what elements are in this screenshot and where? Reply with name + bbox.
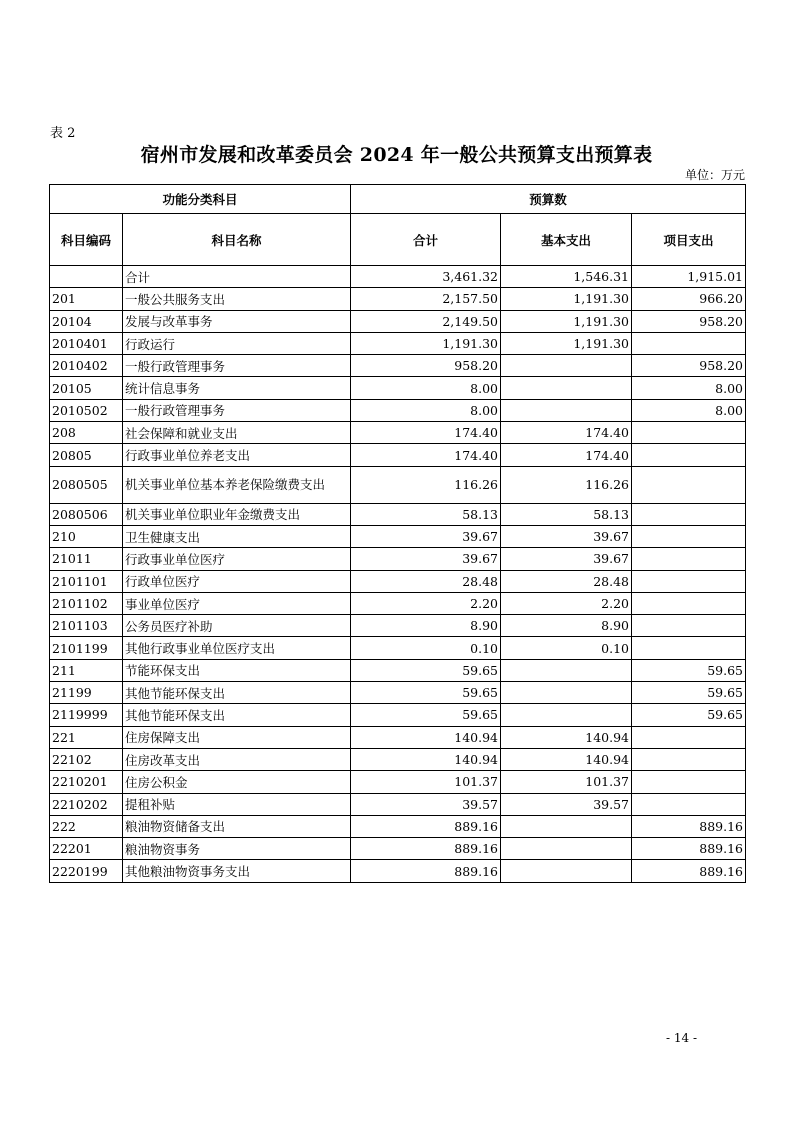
table-cell-basic: [501, 682, 632, 704]
table-cell-code: 20105: [50, 377, 123, 399]
table-cell-total: 140.94: [351, 748, 501, 770]
table-cell-total: 174.40: [351, 444, 501, 466]
table-cell-total: 59.65: [351, 682, 501, 704]
table-row: [50, 332, 746, 354]
table-cell-basic: [501, 377, 632, 399]
table-cell-name: 统计信息事务: [123, 377, 351, 399]
table-cell-name: 提租补贴: [123, 793, 351, 815]
table-cell-basic: 116.26: [501, 466, 632, 503]
table-cell-basic: [501, 399, 632, 421]
table-cell-total: 174.40: [351, 422, 501, 444]
table-cell-code: 2101101: [50, 570, 123, 592]
table-cell-project: [632, 525, 746, 547]
table-row: [50, 726, 746, 748]
table-cell-project: 59.65: [632, 659, 746, 681]
table-cell-basic: 1,546.31: [501, 266, 632, 288]
header-basic: 基本支出: [501, 214, 632, 266]
table-cell-code: 22102: [50, 748, 123, 770]
table-cell-name: 行政运行: [123, 332, 351, 354]
header-budget-amount: 预算数: [351, 185, 746, 214]
table-row: [50, 422, 746, 444]
table-cell-basic: 174.40: [501, 422, 632, 444]
table-cell-total: 958.20: [351, 355, 501, 377]
table-cell-name: 其他节能环保支出: [123, 682, 351, 704]
table-cell-project: 8.00: [632, 377, 746, 399]
table-row: [50, 503, 746, 525]
table-row: [50, 748, 746, 770]
table-cell-project: [632, 637, 746, 659]
table-cell-code: 2010401: [50, 332, 123, 354]
table-row: [50, 399, 746, 421]
table-cell-total: 8.90: [351, 615, 501, 637]
table-cell-project: [632, 615, 746, 637]
table-cell-total: 39.57: [351, 793, 501, 815]
table-cell-total: 2,149.50: [351, 310, 501, 332]
table-cell-code: 210: [50, 525, 123, 547]
table-cell-code: 222: [50, 815, 123, 837]
table-row: [50, 637, 746, 659]
table-cell-basic: 39.67: [501, 548, 632, 570]
unit-label: 单位：万元: [684, 168, 745, 182]
table-cell-code: 2101102: [50, 592, 123, 614]
table-cell-name: 节能环保支出: [123, 659, 351, 681]
table-row: [50, 525, 746, 547]
table-row: [50, 771, 746, 793]
table-cell-code: [50, 266, 123, 288]
table-cell-project: 966.20: [632, 288, 746, 310]
table-cell-project: [632, 466, 746, 503]
table-cell-name: 一般行政管理事务: [123, 399, 351, 421]
table-cell-project: [632, 748, 746, 770]
table-row: [50, 377, 746, 399]
table-cell-code: 21011: [50, 548, 123, 570]
table-cell-name: 社会保障和就业支出: [123, 422, 351, 444]
table-cell-basic: 174.40: [501, 444, 632, 466]
table-cell-basic: 8.90: [501, 615, 632, 637]
budget-table: [49, 184, 746, 883]
table-cell-project: 958.20: [632, 355, 746, 377]
table-cell-code: 2220199: [50, 860, 123, 882]
table-cell-code: 221: [50, 726, 123, 748]
table-cell-total: 101.37: [351, 771, 501, 793]
table-cell-basic: [501, 838, 632, 860]
page-number: [0, 1031, 793, 1045]
table-cell-total: 59.65: [351, 704, 501, 726]
table-row: [50, 548, 746, 570]
table-row: [50, 704, 746, 726]
header-function-classification: 功能分类科目: [50, 185, 351, 214]
table-cell-basic: 2.20: [501, 592, 632, 614]
table-cell-code: 2210201: [50, 771, 123, 793]
table-cell-project: 889.16: [632, 815, 746, 837]
table-cell-total: 8.00: [351, 377, 501, 399]
table-cell-code: 2010502: [50, 399, 123, 421]
table-cell-total: 2,157.50: [351, 288, 501, 310]
table-cell-project: 889.16: [632, 860, 746, 882]
table-cell-code: 2101103: [50, 615, 123, 637]
table-cell-name: 合计: [123, 266, 351, 288]
table-cell-code: 208: [50, 422, 123, 444]
table-cell-total: 39.67: [351, 525, 501, 547]
table-cell-total: 39.67: [351, 548, 501, 570]
table-row: [50, 266, 746, 288]
table-row: [50, 444, 746, 466]
table-cell-project: 8.00: [632, 399, 746, 421]
table-cell-name: 卫生健康支出: [123, 525, 351, 547]
table-cell-basic: 1,191.30: [501, 310, 632, 332]
table-cell-total: 8.00: [351, 399, 501, 421]
table-row: [50, 793, 746, 815]
table-row: [50, 838, 746, 860]
table-cell-name: 事业单位医疗: [123, 592, 351, 614]
table-cell-project: [632, 444, 746, 466]
table-cell-total: 28.48: [351, 570, 501, 592]
table-cell-name: 一般行政管理事务: [123, 355, 351, 377]
table-cell-project: 59.65: [632, 682, 746, 704]
table-cell-basic: 140.94: [501, 726, 632, 748]
table-cell-basic: 140.94: [501, 748, 632, 770]
table-row: [50, 466, 746, 503]
table-row: [50, 570, 746, 592]
table-label: 表 2: [50, 126, 76, 141]
table-cell-project: 889.16: [632, 838, 746, 860]
table-cell-name: 其他行政事业单位医疗支出: [123, 637, 351, 659]
table-body: [50, 266, 746, 883]
table-cell-project: [632, 592, 746, 614]
table-cell-code: 20104: [50, 310, 123, 332]
table-cell-basic: 39.67: [501, 525, 632, 547]
table-cell-basic: [501, 704, 632, 726]
table-row: [50, 860, 746, 882]
table-cell-basic: 39.57: [501, 793, 632, 815]
table-cell-basic: 1,191.30: [501, 332, 632, 354]
header-project: 项目支出: [632, 214, 746, 266]
table-cell-name: 住房公积金: [123, 771, 351, 793]
table-cell-project: [632, 332, 746, 354]
table-cell-total: 116.26: [351, 466, 501, 503]
header-name: 科目名称: [123, 214, 351, 266]
table-row: [50, 615, 746, 637]
table-cell-basic: 1,191.30: [501, 288, 632, 310]
table-cell-code: 2101199: [50, 637, 123, 659]
table-cell-name: 住房改革支出: [123, 748, 351, 770]
header-row-columns: [50, 214, 746, 266]
table-cell-total: 889.16: [351, 815, 501, 837]
table-cell-code: 2010402: [50, 355, 123, 377]
table-cell-basic: [501, 355, 632, 377]
table-cell-name: 行政事业单位养老支出: [123, 444, 351, 466]
table-cell-total: 889.16: [351, 860, 501, 882]
header-row-group: [50, 185, 746, 214]
table-cell-name: 粮油物资储备支出: [123, 815, 351, 837]
table-cell-name: 发展与改革事务: [123, 310, 351, 332]
table-cell-project: [632, 726, 746, 748]
page-title: 宿州市发展和改革委员会 2024 年一般公共预算支出预算表: [140, 144, 653, 166]
page-number-text: - 14 -: [665, 1031, 697, 1045]
table-cell-name: 机关事业单位基本养老保险缴费支出: [123, 466, 351, 503]
table-cell-name: 行政单位医疗: [123, 570, 351, 592]
table-cell-total: 140.94: [351, 726, 501, 748]
table-cell-basic: 0.10: [501, 637, 632, 659]
table-cell-basic: 101.37: [501, 771, 632, 793]
table-cell-total: 889.16: [351, 838, 501, 860]
table-cell-total: 0.10: [351, 637, 501, 659]
table-cell-code: 2080505: [50, 466, 123, 503]
table-cell-project: [632, 503, 746, 525]
table-cell-code: 201: [50, 288, 123, 310]
table-cell-basic: 58.13: [501, 503, 632, 525]
table-cell-basic: [501, 860, 632, 882]
table-row: [50, 659, 746, 681]
table-cell-project: [632, 793, 746, 815]
table-row: [50, 815, 746, 837]
table-cell-name: 公务员医疗补助: [123, 615, 351, 637]
table-cell-name: 其他粮油物资事务支出: [123, 860, 351, 882]
table-row: [50, 310, 746, 332]
table-cell-project: 59.65: [632, 704, 746, 726]
table-cell-code: 211: [50, 659, 123, 681]
table-row: [50, 592, 746, 614]
table-cell-basic: [501, 815, 632, 837]
table-cell-total: 58.13: [351, 503, 501, 525]
table-cell-total: 3,461.32: [351, 266, 501, 288]
table-cell-name: 行政事业单位医疗: [123, 548, 351, 570]
table-cell-name: 其他节能环保支出: [123, 704, 351, 726]
table-cell-total: 1,191.30: [351, 332, 501, 354]
table-cell-project: 1,915.01: [632, 266, 746, 288]
table-cell-project: [632, 548, 746, 570]
table-cell-code: 21199: [50, 682, 123, 704]
table-cell-code: 2210202: [50, 793, 123, 815]
table-cell-name: 机关事业单位职业年金缴费支出: [123, 503, 351, 525]
table-cell-project: [632, 422, 746, 444]
table-cell-code: 2080506: [50, 503, 123, 525]
table-cell-total: 2.20: [351, 592, 501, 614]
header-total: 合计: [351, 214, 501, 266]
table-cell-code: 2119999: [50, 704, 123, 726]
table-cell-basic: [501, 659, 632, 681]
table-cell-code: 22201: [50, 838, 123, 860]
table-cell-name: 粮油物资事务: [123, 838, 351, 860]
table-row: [50, 288, 746, 310]
table-cell-name: 住房保障支出: [123, 726, 351, 748]
table-row: [50, 682, 746, 704]
table-cell-name: 一般公共服务支出: [123, 288, 351, 310]
table-cell-project: [632, 771, 746, 793]
table-cell-project: 958.20: [632, 310, 746, 332]
table-row: [50, 355, 746, 377]
table-cell-basic: 28.48: [501, 570, 632, 592]
table-cell-project: [632, 570, 746, 592]
header-code: 科目编码: [50, 214, 123, 266]
table-cell-total: 59.65: [351, 659, 501, 681]
table-cell-code: 20805: [50, 444, 123, 466]
